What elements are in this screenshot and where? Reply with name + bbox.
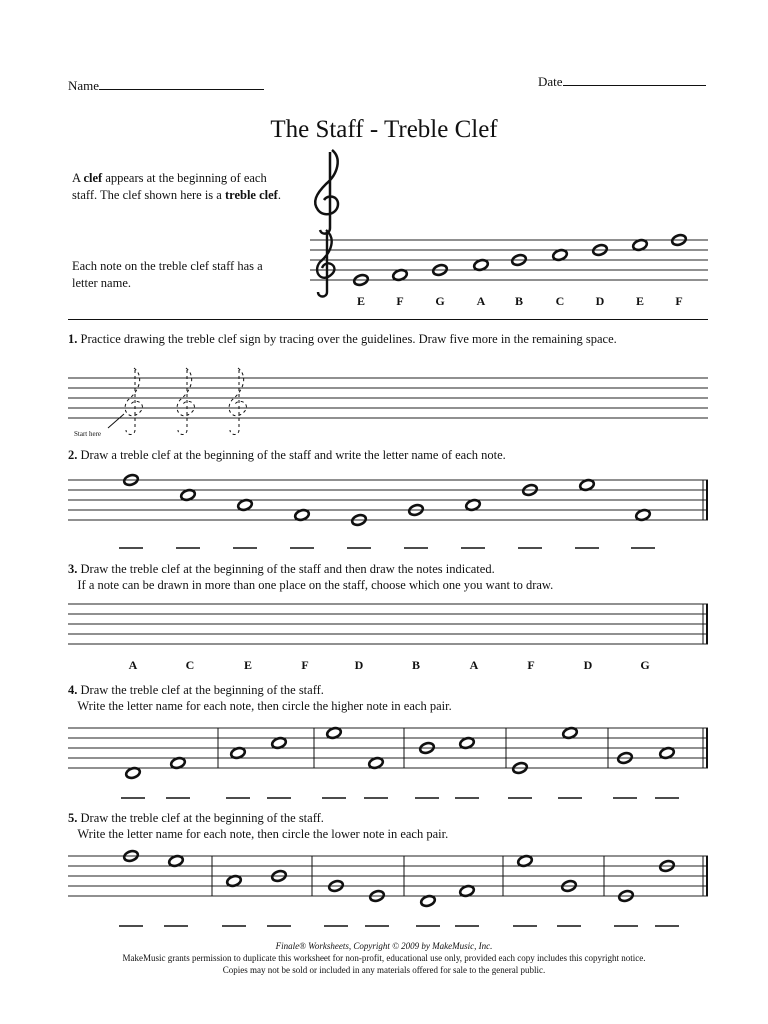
start-arrow: [108, 414, 124, 428]
note-letter: E: [243, 658, 252, 672]
note-letter: D: [583, 658, 593, 672]
date-label: Date: [538, 74, 563, 89]
page-title: The Staff - Treble Clef: [270, 116, 498, 143]
note-letter: F: [301, 658, 309, 672]
note-letter: B: [514, 294, 523, 308]
letter-name-description: Each note on the treble clef staff has a letter name.: [72, 259, 263, 290]
name-field[interactable]: [68, 77, 264, 94]
date-field[interactable]: [538, 73, 706, 90]
question-2: 2. Draw a treble clef at the beginning of the staff and write the letter name of each note.: [68, 448, 506, 462]
question-1: 1. Practice drawing the treble clef sign by tracing over the guidelines. Draw five more in the remaining space.: [68, 332, 617, 346]
q2-staff: [0, 470, 768, 560]
note-letter: C: [185, 658, 195, 672]
q1-staff: [0, 370, 768, 440]
question-5: 5. Draw the treble clef at the beginning of the staff. Write the letter name for each note, then circle the lower note in each pair.: [68, 811, 449, 841]
note-letter: D: [354, 658, 364, 672]
question-4: 4. Draw the treble clef at the beginning of the staff. Write the letter name for each note, then circle the higher note in each pair.: [68, 683, 452, 713]
intro-staff: [0, 230, 768, 320]
note-letter: A: [469, 658, 479, 672]
note-letter: G: [435, 294, 445, 308]
name-label: Name: [68, 78, 100, 93]
note-letter: D: [595, 294, 605, 308]
footer-copyright: Finale® Worksheets, Copyright © 2009 by MakeMusic, Inc.: [275, 941, 493, 951]
note-letter: F: [396, 294, 404, 308]
q5-staff: [0, 848, 768, 938]
footer-restriction: Copies may not be sold or included in any materials offered for sale to the general public.: [222, 965, 546, 975]
q3-staff: [0, 596, 768, 656]
note-letter: E: [356, 294, 365, 308]
footer-permission: MakeMusic grants permission to duplicate this worksheet for non-profit, educational use only, provided each copy includes this copyright notice.: [122, 953, 646, 963]
footer: [0, 940, 768, 976]
note-letter: G: [640, 658, 650, 672]
note-letter: C: [555, 294, 565, 308]
note-letter: A: [476, 294, 486, 308]
clef-description: A clef appears at the beginning of each staff. The clef shown here is a treble clef.: [72, 171, 281, 202]
note-letter: A: [128, 658, 138, 672]
note-letter: F: [527, 658, 535, 672]
section-divider: [68, 319, 708, 320]
question-3: 3. Draw the treble clef at the beginning of the staff and then draw the notes indicated. If a note can be drawn in more than one place on the staff, choose which one you want to draw.: [68, 562, 554, 592]
note-letter: B: [411, 658, 420, 672]
q4-staff: [0, 720, 768, 810]
note-letter: E: [635, 294, 644, 308]
treble-clef-icon: [315, 150, 338, 234]
note-letter: F: [675, 294, 683, 308]
start-here-label: Start here: [74, 430, 102, 438]
